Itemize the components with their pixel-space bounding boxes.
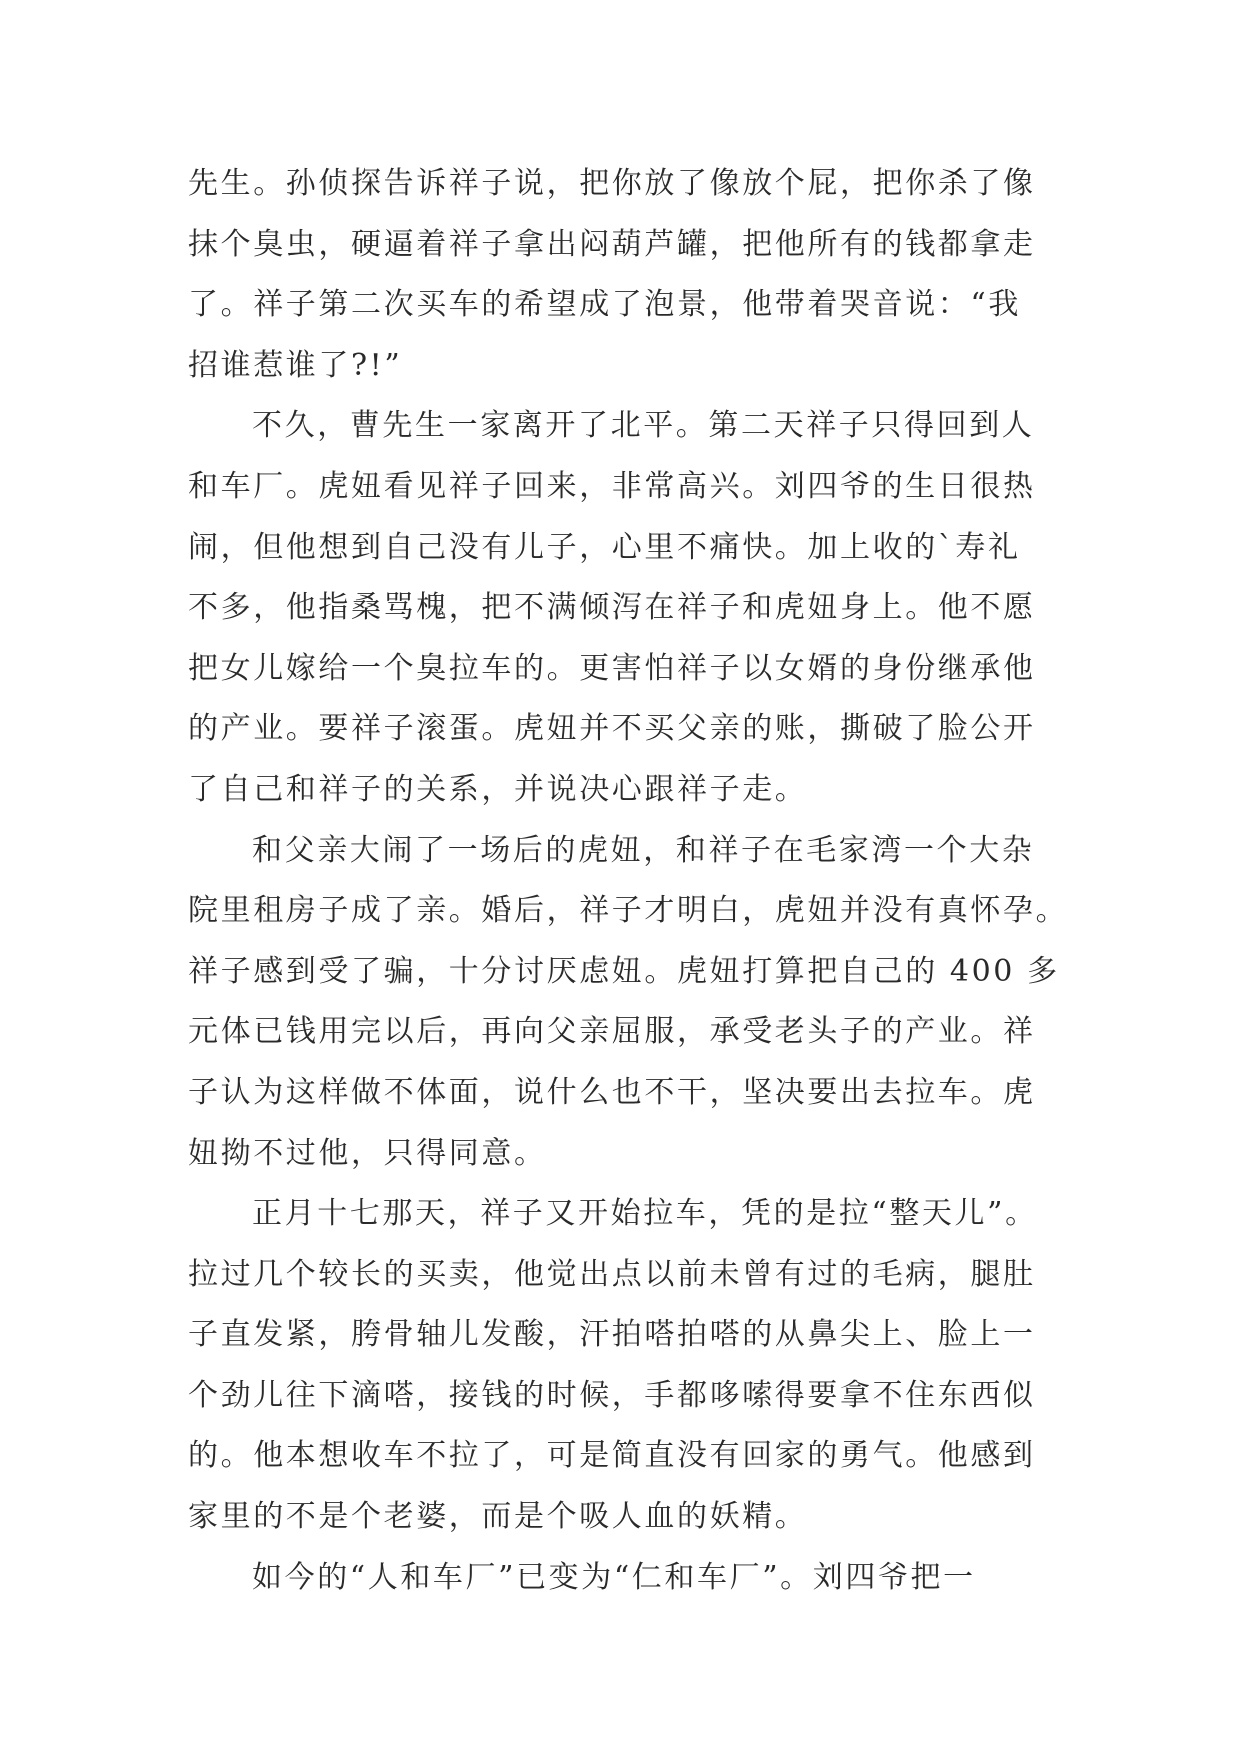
text-line: 个劲儿往下滴嗒，接钱的时候，手都哆嗦得要拿不住东西似: [188, 1377, 1036, 1413]
text-line: 院里租房子成了亲。婚后，祥子才明白，虎妞并没有真怀孕。: [188, 893, 1069, 929]
text-line: 闹，但他想到自己没有儿子，心里不痛快。加上收的`寿礼: [188, 529, 1021, 565]
text-line: 的产业。要祥子滚蛋。虎妞并不买父亲的账，撕破了脸公开: [188, 711, 1036, 747]
paragraph-first-line: 不久，曹先生一家离开了北平。第二天祥子只得回到人: [252, 408, 1035, 444]
text-line: 妞拗不过他，只得同意。: [188, 1135, 547, 1171]
text-line: 元体已钱用完以后，再向父亲屈服，承受老头子的产业。祥: [188, 1014, 1036, 1050]
text-line: 祥子感到受了骗，十分讨厌虑妞。虎妞打算把自己的 400 多: [188, 953, 1060, 989]
text-line: 的。他本想收车不拉了，可是简直没有回家的勇气。他感到: [188, 1438, 1036, 1474]
text-line: 抹个臭虫，硬逼着祥子拿出闷葫芦罐，把他所有的钱都拿走: [188, 226, 1036, 262]
text-line: 了。祥子第二次买车的希望成了泡景，他带着哭音说：“我: [188, 287, 1021, 323]
paragraph-first-line: 正月十七那天，祥子又开始拉车，凭的是拉“整天儿”。: [252, 1196, 1038, 1232]
text-line: 了自己和祥子的关系，并说决心跟祥子走。: [188, 771, 808, 807]
paragraph-first-line: 和父亲大闹了一场后的虎妞，和祥子在毛家湾一个大杂: [252, 832, 1035, 868]
text-line: 子认为这样做不体面，说什么也不干，坚决要出去拉车。虎: [188, 1074, 1036, 1110]
text-line: 家里的不是个老婆，而是个吸人血的妖精。: [188, 1499, 808, 1535]
text-line: 不多，他指桑骂槐，把不满倾泻在祥子和虎妞身上。他不愿: [188, 590, 1036, 626]
text-line: 招谁惹谁了?!”: [188, 347, 403, 383]
text-line: 把女儿嫁给一个臭拉车的。更害怕祥子以女婿的身份继承他: [188, 650, 1036, 686]
text-line: 先生。孙侦探告诉祥子说，把你放了像放个屁，把你杀了像: [188, 166, 1036, 201]
body-text: [188, 154, 1069, 1608]
paragraph-first-line: 如今的“人和车厂”已变为“仁和车厂”。刘四爷把一: [252, 1559, 976, 1595]
text-line: 和车厂。虎妞看见祥子回来，非常高兴。刘四爷的生日很热: [188, 468, 1036, 504]
text-line: 子直发紧，胯骨轴儿发酸，汗拍嗒拍嗒的从鼻尖上、脸上一: [188, 1317, 1036, 1353]
text-line: 拉过几个较长的买卖，他觉出点以前未曾有过的毛病，腿肚: [188, 1256, 1036, 1292]
